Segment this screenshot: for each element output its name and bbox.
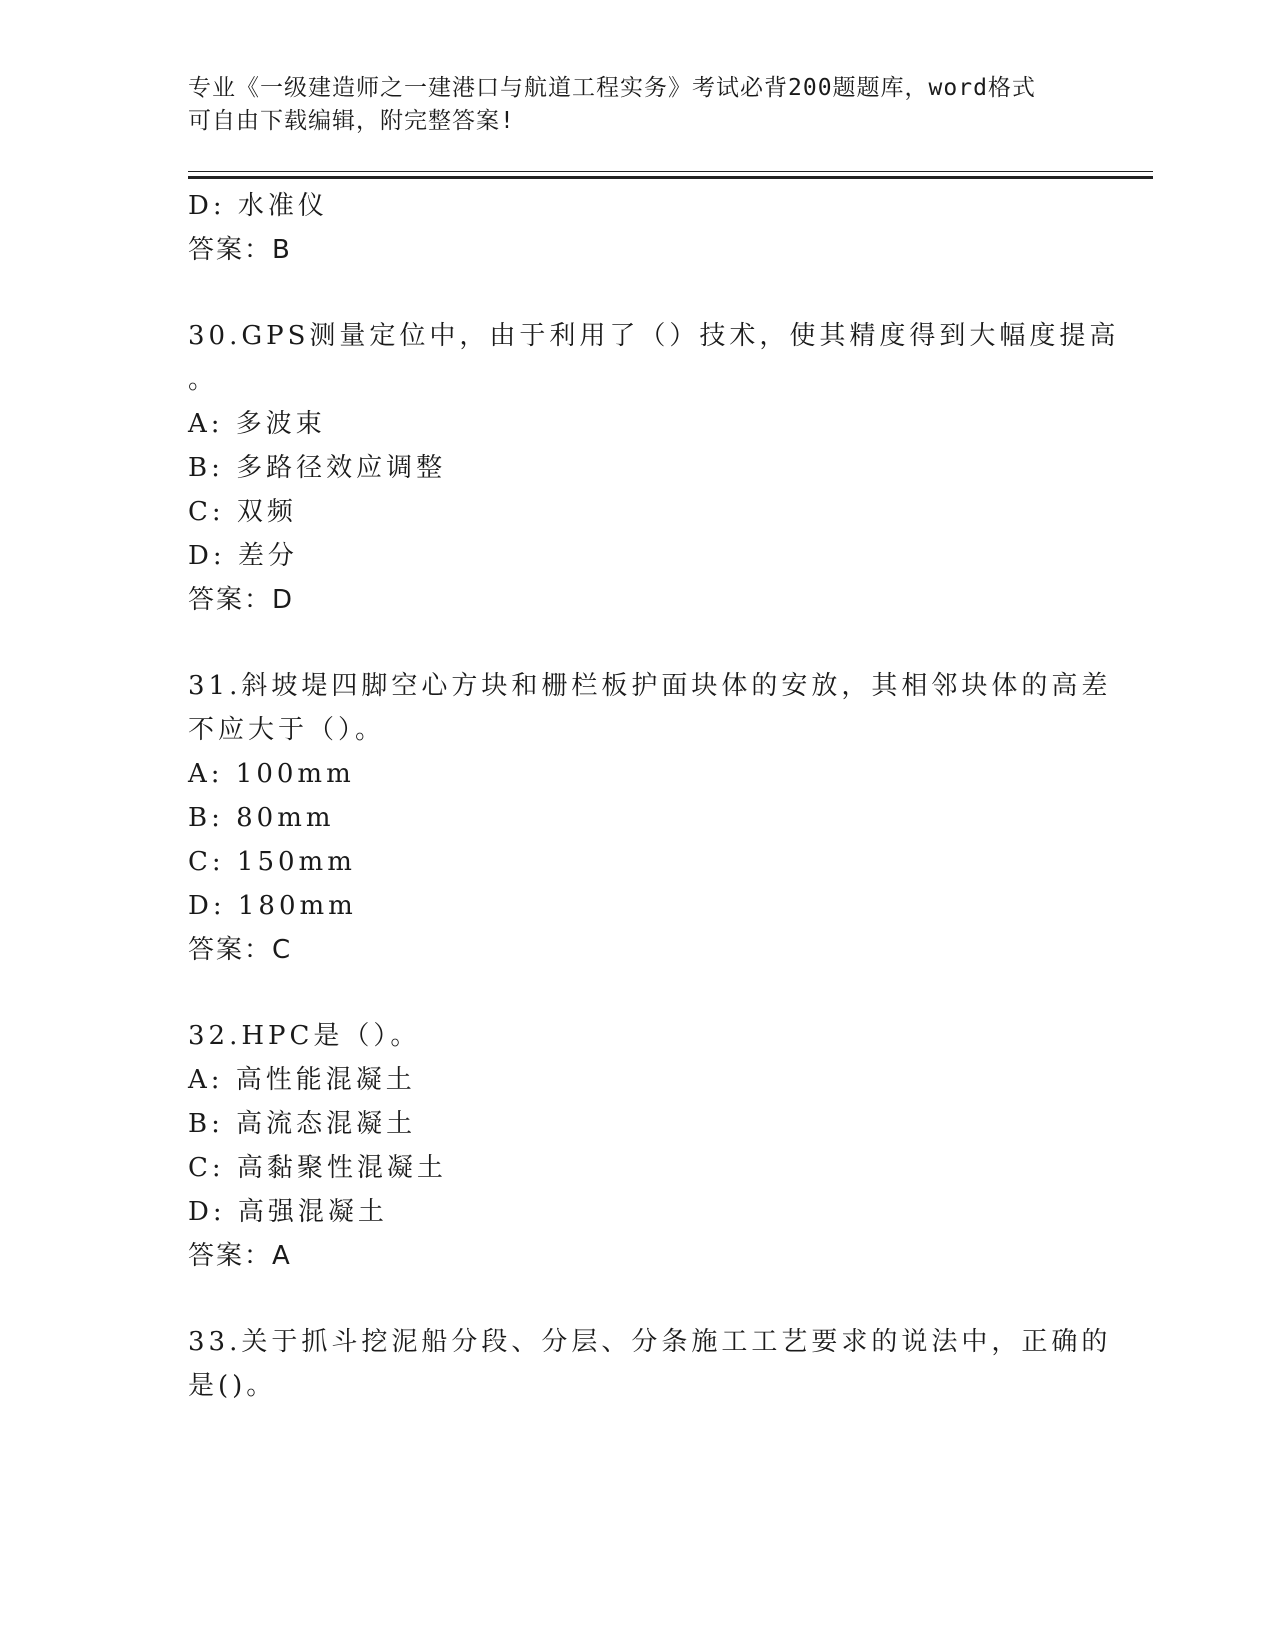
option-d: D: 高强混凝土 bbox=[188, 1197, 388, 1227]
question-stem: 33.关于抓斗挖泥船分段、分层、分条施工工艺要求的说法中，正确的 bbox=[188, 1327, 1112, 1357]
question-stem-continued: 是()。 bbox=[188, 1371, 277, 1401]
question-stem: 32.HPC是（）。 bbox=[188, 1021, 421, 1051]
answer-line: 答案：A bbox=[188, 1241, 292, 1271]
question-stem-continued: 不应大于（）。 bbox=[188, 715, 386, 745]
option-d: D: 180mm bbox=[188, 891, 357, 921]
header-divider-thin bbox=[188, 171, 1153, 172]
option-b: B: 80mm bbox=[188, 803, 335, 833]
header-title-line-2: 可自由下载编辑，附完整答案! bbox=[188, 108, 515, 134]
option-b: B: 高流态混凝土 bbox=[188, 1109, 417, 1139]
header-title-line-1: 专业《一级建造师之一建港口与航道工程实务》考试必背200题题库，word格式 bbox=[188, 75, 1036, 101]
option-d: D: 水准仪 bbox=[188, 191, 328, 221]
question-stem-continued: 。 bbox=[188, 365, 219, 395]
document-header bbox=[188, 72, 1068, 138]
answer-line: 答案：B bbox=[188, 235, 292, 265]
option-a: A: 多波束 bbox=[188, 409, 326, 439]
answer-line: 答案：C bbox=[188, 935, 293, 965]
header-divider-thick bbox=[188, 176, 1153, 179]
option-c: C: 双频 bbox=[188, 497, 297, 527]
option-a: A: 高性能混凝土 bbox=[188, 1065, 416, 1095]
option-a: A: 100mm bbox=[188, 759, 355, 789]
question-stem: 31.斜坡堤四脚空心方块和栅栏板护面块体的安放，其相邻块体的高差 bbox=[188, 671, 1112, 701]
option-c: C: 高黏聚性混凝土 bbox=[188, 1153, 447, 1183]
answer-line: 答案：D bbox=[188, 585, 295, 615]
option-b: B: 多路径效应调整 bbox=[188, 453, 447, 483]
question-stem: 30.GPS测量定位中，由于利用了（）技术，使其精度得到大幅度提高 bbox=[188, 321, 1120, 351]
option-d: D: 差分 bbox=[188, 541, 298, 571]
option-c: C: 150mm bbox=[188, 847, 356, 877]
